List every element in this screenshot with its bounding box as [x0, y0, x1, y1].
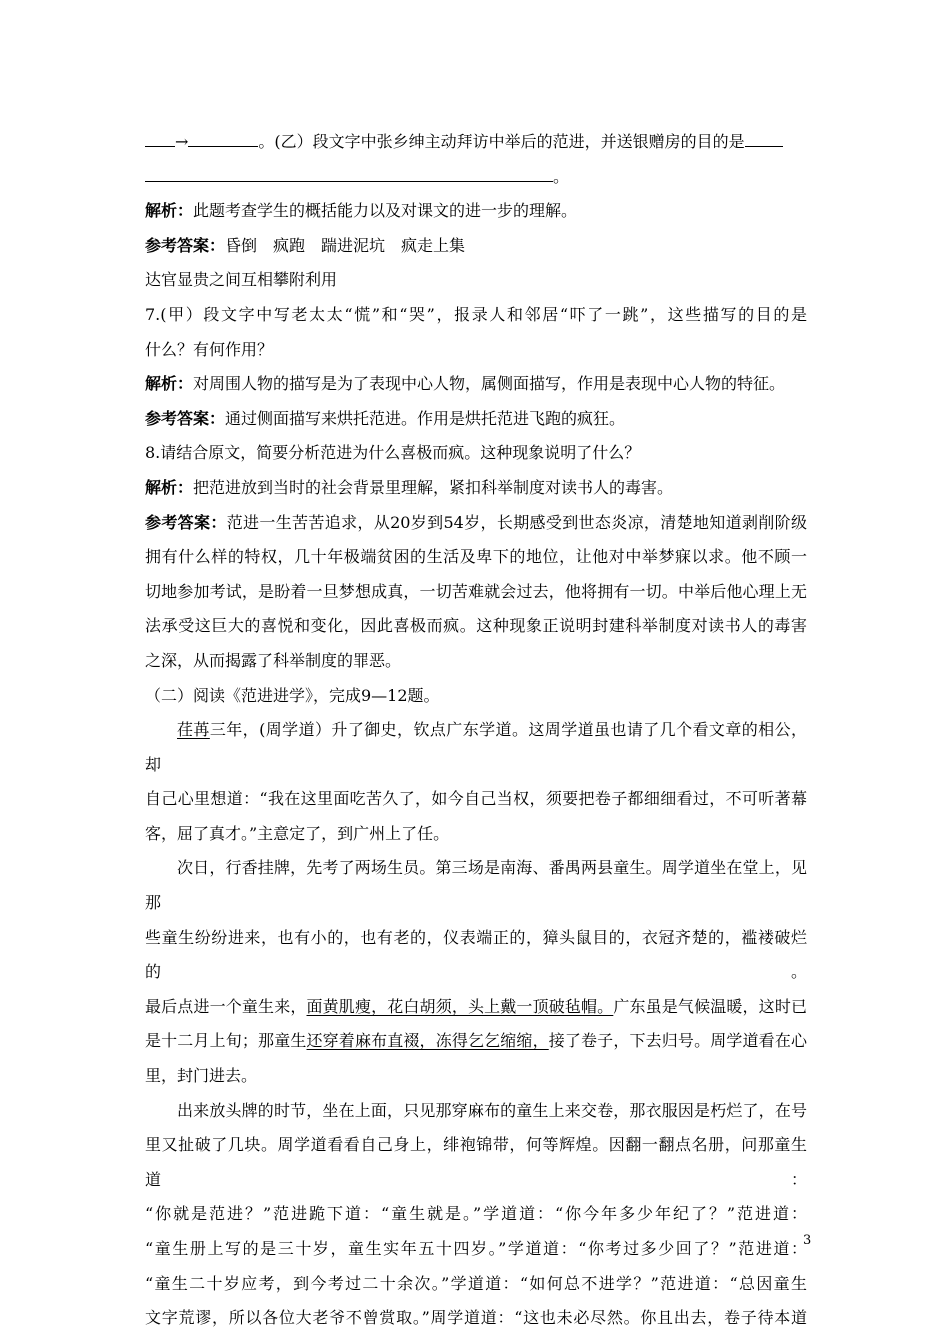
para3-line2: 里又扯破了几块。周学道看看自己身上，绯袍锦带，何等辉煌。因翻一翻点名册，问那童生道： [145, 1135, 807, 1189]
q8: 8.请结合原文，简要分析范进为什么喜极而疯。这种现象说明了什么？ [145, 443, 641, 463]
page-number: 3 [803, 1233, 812, 1248]
analysis-7: 解析：对周围人物的描写是为了表现中心人物，属侧面描写，作用是表现中心人物的特征。 [145, 374, 786, 394]
para3-line4: “童生册上写的是三十岁，童生实年五十四岁。”学道道：“你考过多少回了？”范进道： [145, 1239, 807, 1258]
answer-8-line2: 拥有什么样的特权，几十年极端贫困的生活及卑下的地位，让他对中举梦寐以求。他不顾一 [145, 547, 807, 567]
answer-6-line2: 达官显贵之间互相攀附利用 [145, 270, 338, 290]
para2-line4: 是十二月上旬；那童生还穿着麻布直裰，冻得乞乞缩缩，接了卷子，下去归号。周学道看在心 [145, 1031, 807, 1051]
para2-line5: 里，封门进去。 [145, 1066, 258, 1086]
para3-line1: 出来放头牌的时节，坐在上面，只见那穿麻布的童生上来交卷，那衣服因是朽烂了，在号 [177, 1100, 807, 1120]
answer-blank [145, 128, 175, 147]
answer-8-line3: 切地参加考试，是盼着一旦梦想成真，一切苦难就会过去，他将拥有一切。中举后他心理上无 [145, 581, 807, 601]
para1-line3: 客，屈了真才。”主意定了，到广州上了任。 [145, 823, 450, 843]
answer-8-line1: 参考答案：范进一生苦苦追求，从20岁到54岁，长期感受到世态炎凉，清楚地知道剥削阶级 [145, 512, 807, 532]
analysis-8: 解析：把范进放到当时的社会背景里理解，紧扣科举制度对读书人的毒害。 [145, 477, 674, 497]
q7-line1: 7.(甲）段文字中写老太太“慌”和“哭”，报录人和邻居“吓了一跳”，这些描写的目的是 [145, 304, 807, 324]
analysis-6: 解析：此题考查学生的概括能力以及对课文的进一步的理解。 [145, 201, 578, 221]
answer-blank [188, 128, 258, 147]
q7-line2: 什么？有何作用？ [145, 339, 274, 359]
answer-8-line4: 法承受这巨大的喜悦和变化，因此喜极而疯。这种现象正说明封建科举制度对读书人的毒害 [145, 616, 807, 636]
answer-6: 参考答案：昏倒 疯跑 踹进泥坑 疯走上集 [145, 235, 466, 255]
section-title: （二）阅读《范进进学》，完成9—12题。 [145, 685, 440, 705]
q6-line2: 。 [145, 160, 807, 195]
para3-line6: 文字荒谬，所以各位大老爷不曾赏取。”周学道道：“这也未必尽然。你且出去，卷子待本道 [145, 1308, 807, 1328]
para3-line5: “童生二十岁应考，到今考过二十余次。”学道道：“如何总不进学？”范进道：“总因童生 [145, 1273, 807, 1293]
para2-line1: 次日，行香挂牌，先考了两场生员。第三场是南海、番禺两县童生。周学道坐在堂上，见那 [145, 858, 807, 913]
answer-7: 参考答案：通过侧面描写来烘托范进。作用是烘托范进飞跑的疯狂。 [145, 408, 626, 428]
q6-line1: → 。(乙）段文字中张乡绅主动拜访中举后的范进，并送银赠房的目的是 [145, 125, 807, 160]
answer-8-line5: 之深，从而揭露了科举制度的罪恶。 [145, 650, 402, 670]
answer-blank [745, 128, 783, 147]
document-body [145, 125, 807, 1336]
para1-line2: 自己心里想道：“我在这里面吃苦久了，如今自己当权，须要把卷子都细细看过，不可听著幕 [145, 789, 807, 809]
para3-line3: “你就是范进？”范进跪下道：“童生就是。”学道道：“你今年多少年纪了？”范进道： [145, 1204, 807, 1224]
para1-line1: 荏苒三年，(周学道）升了御史，钦点广东学道。这周学道虽也请了几个看文章的相公，却 [145, 720, 807, 774]
para2-line2: 些童生纷纷进来，也有小的，也有老的，仪表端正的，獐头鼠目的，衣冠齐楚的，褴褛破烂的。 [145, 927, 807, 982]
para2-line3: 最后点进一个童生来，面黄肌瘦，花白胡须，头上戴一顶破毡帽。广东虽是气候温暖，这时已 [145, 996, 807, 1016]
answer-blank [145, 163, 553, 182]
